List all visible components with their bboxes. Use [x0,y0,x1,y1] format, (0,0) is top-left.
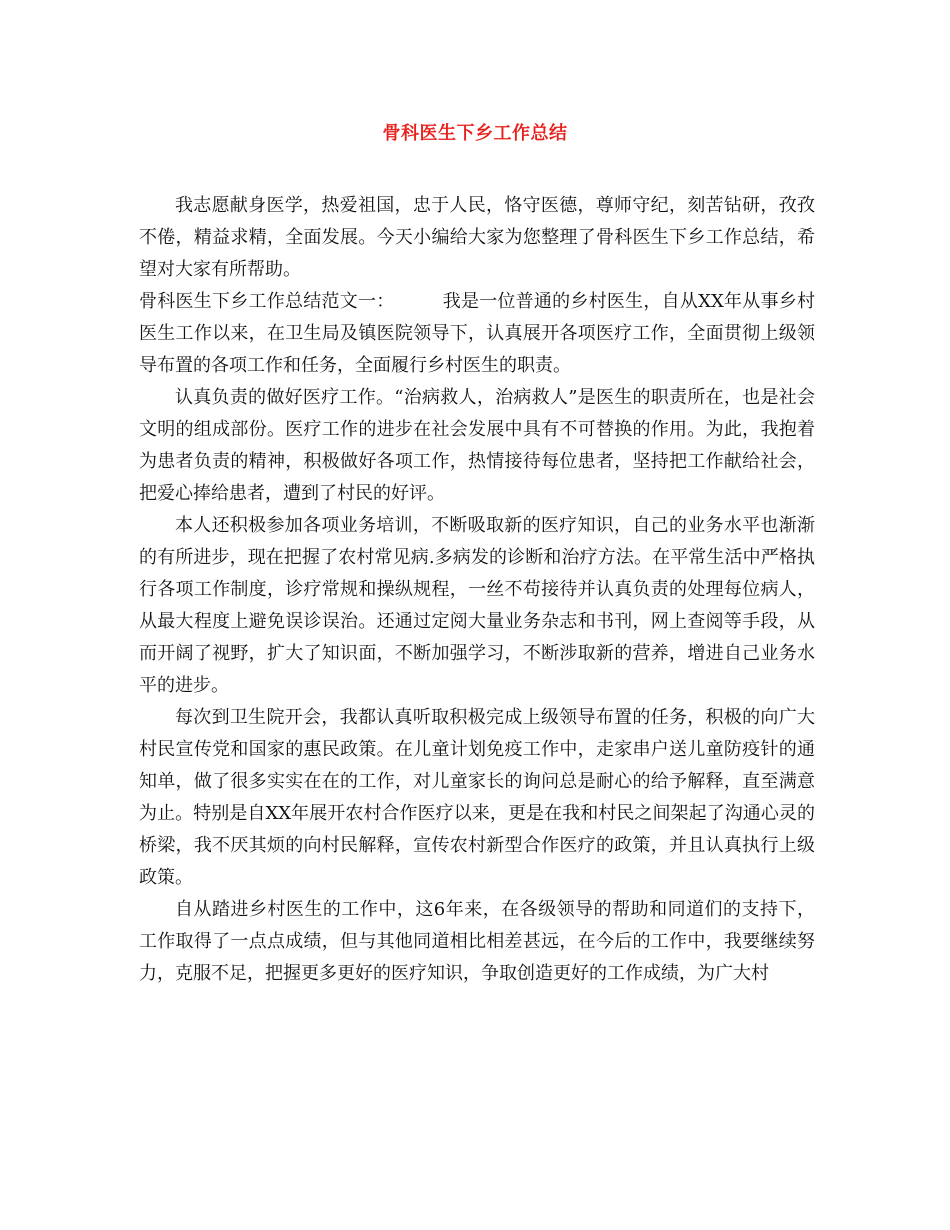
section-text: 我是一位普通的乡村医生，自从XX年从事乡村医生工作以来，在卫生局及镇医院领导下，认真展开各项医疗工作，全面贯彻上级领导布置的各项工作和任务，全面履行乡村医生的职责。 [139,291,815,376]
document-title: 骨科医生下乡工作总结 [382,123,568,144]
paragraph-medical-work: 认真负责的做好医疗工作。“治病救人，治病救人”是医生的职责所在，也是社会文明的组成部份。医疗工作的进步在社会发展中具有不可替换的作用。为此，我抱着为患者负责的精神，积极做好各项工作，热情接待每位患者，坚持把工作献给社会，把爱心捧给患者，遭到了村民的好评。 [139,387,815,504]
paragraph-intro: 我志愿献身医学，热爱祖国，忠于人民，恪守医德，尊师守纪，刻苦钻研，孜孜不倦，精益求精，全面发展。今天小编给大家为您整理了骨科医生下乡工作总结，希望对大家有所帮助。 [139,195,815,280]
document-body [139,190,815,990]
paragraph-sample-one [139,286,815,382]
paragraph-training: 本人还积极参加各项业务培训，不断吸取新的医疗知识，自己的业务水平也渐渐的有所进步，现在把握了农村常见病.多病发的诊断和治疗方法。在平常生活中严格执行各项工作制度，诊疗常规和操纵规程，一丝不苟接待并认真负责的处理每位病人，从最大程度上避免误诊误治。还通过定阅大量业务杂志和书刊，网上查阅等手段，从而开阔了视野，扩大了知识面，不断加强学习，不断涉取新的营养，增进自己业务水平的进步。 [139,515,815,696]
paragraph-meetings: 每次到卫生院开会，我都认真听取积极完成上级领导布置的任务，积极的向广大村民宣传党和国家的惠民政策。在儿童计划免疫工作中，走家串户送儿童防疫针的通知单，做了很多实实在在的工作，对儿童家长的询问总是耐心的给予解释，直至满意为止。特别是自XX年展开农村合作医疗以来，更是在我和村民之间架起了沟通心灵的桥梁，我不厌其烦的向村民解释，宣传农村新型合作医疗的政策，并且认真执行上级政策。 [139,707,815,888]
paragraph-conclusion: 自从踏进乡村医生的工作中，这6年来，在各级领导的帮助和同道们的支持下，工作取得了一点点成绩，但与其他同道相比相差甚远，在今后的工作中，我要继续努力，克服不足，把握更多更好的医疗知识，争取创造更好的工作成绩，为广大村 [139,899,815,984]
section-heading: 骨科医生下乡工作总结范文一： [139,291,395,312]
